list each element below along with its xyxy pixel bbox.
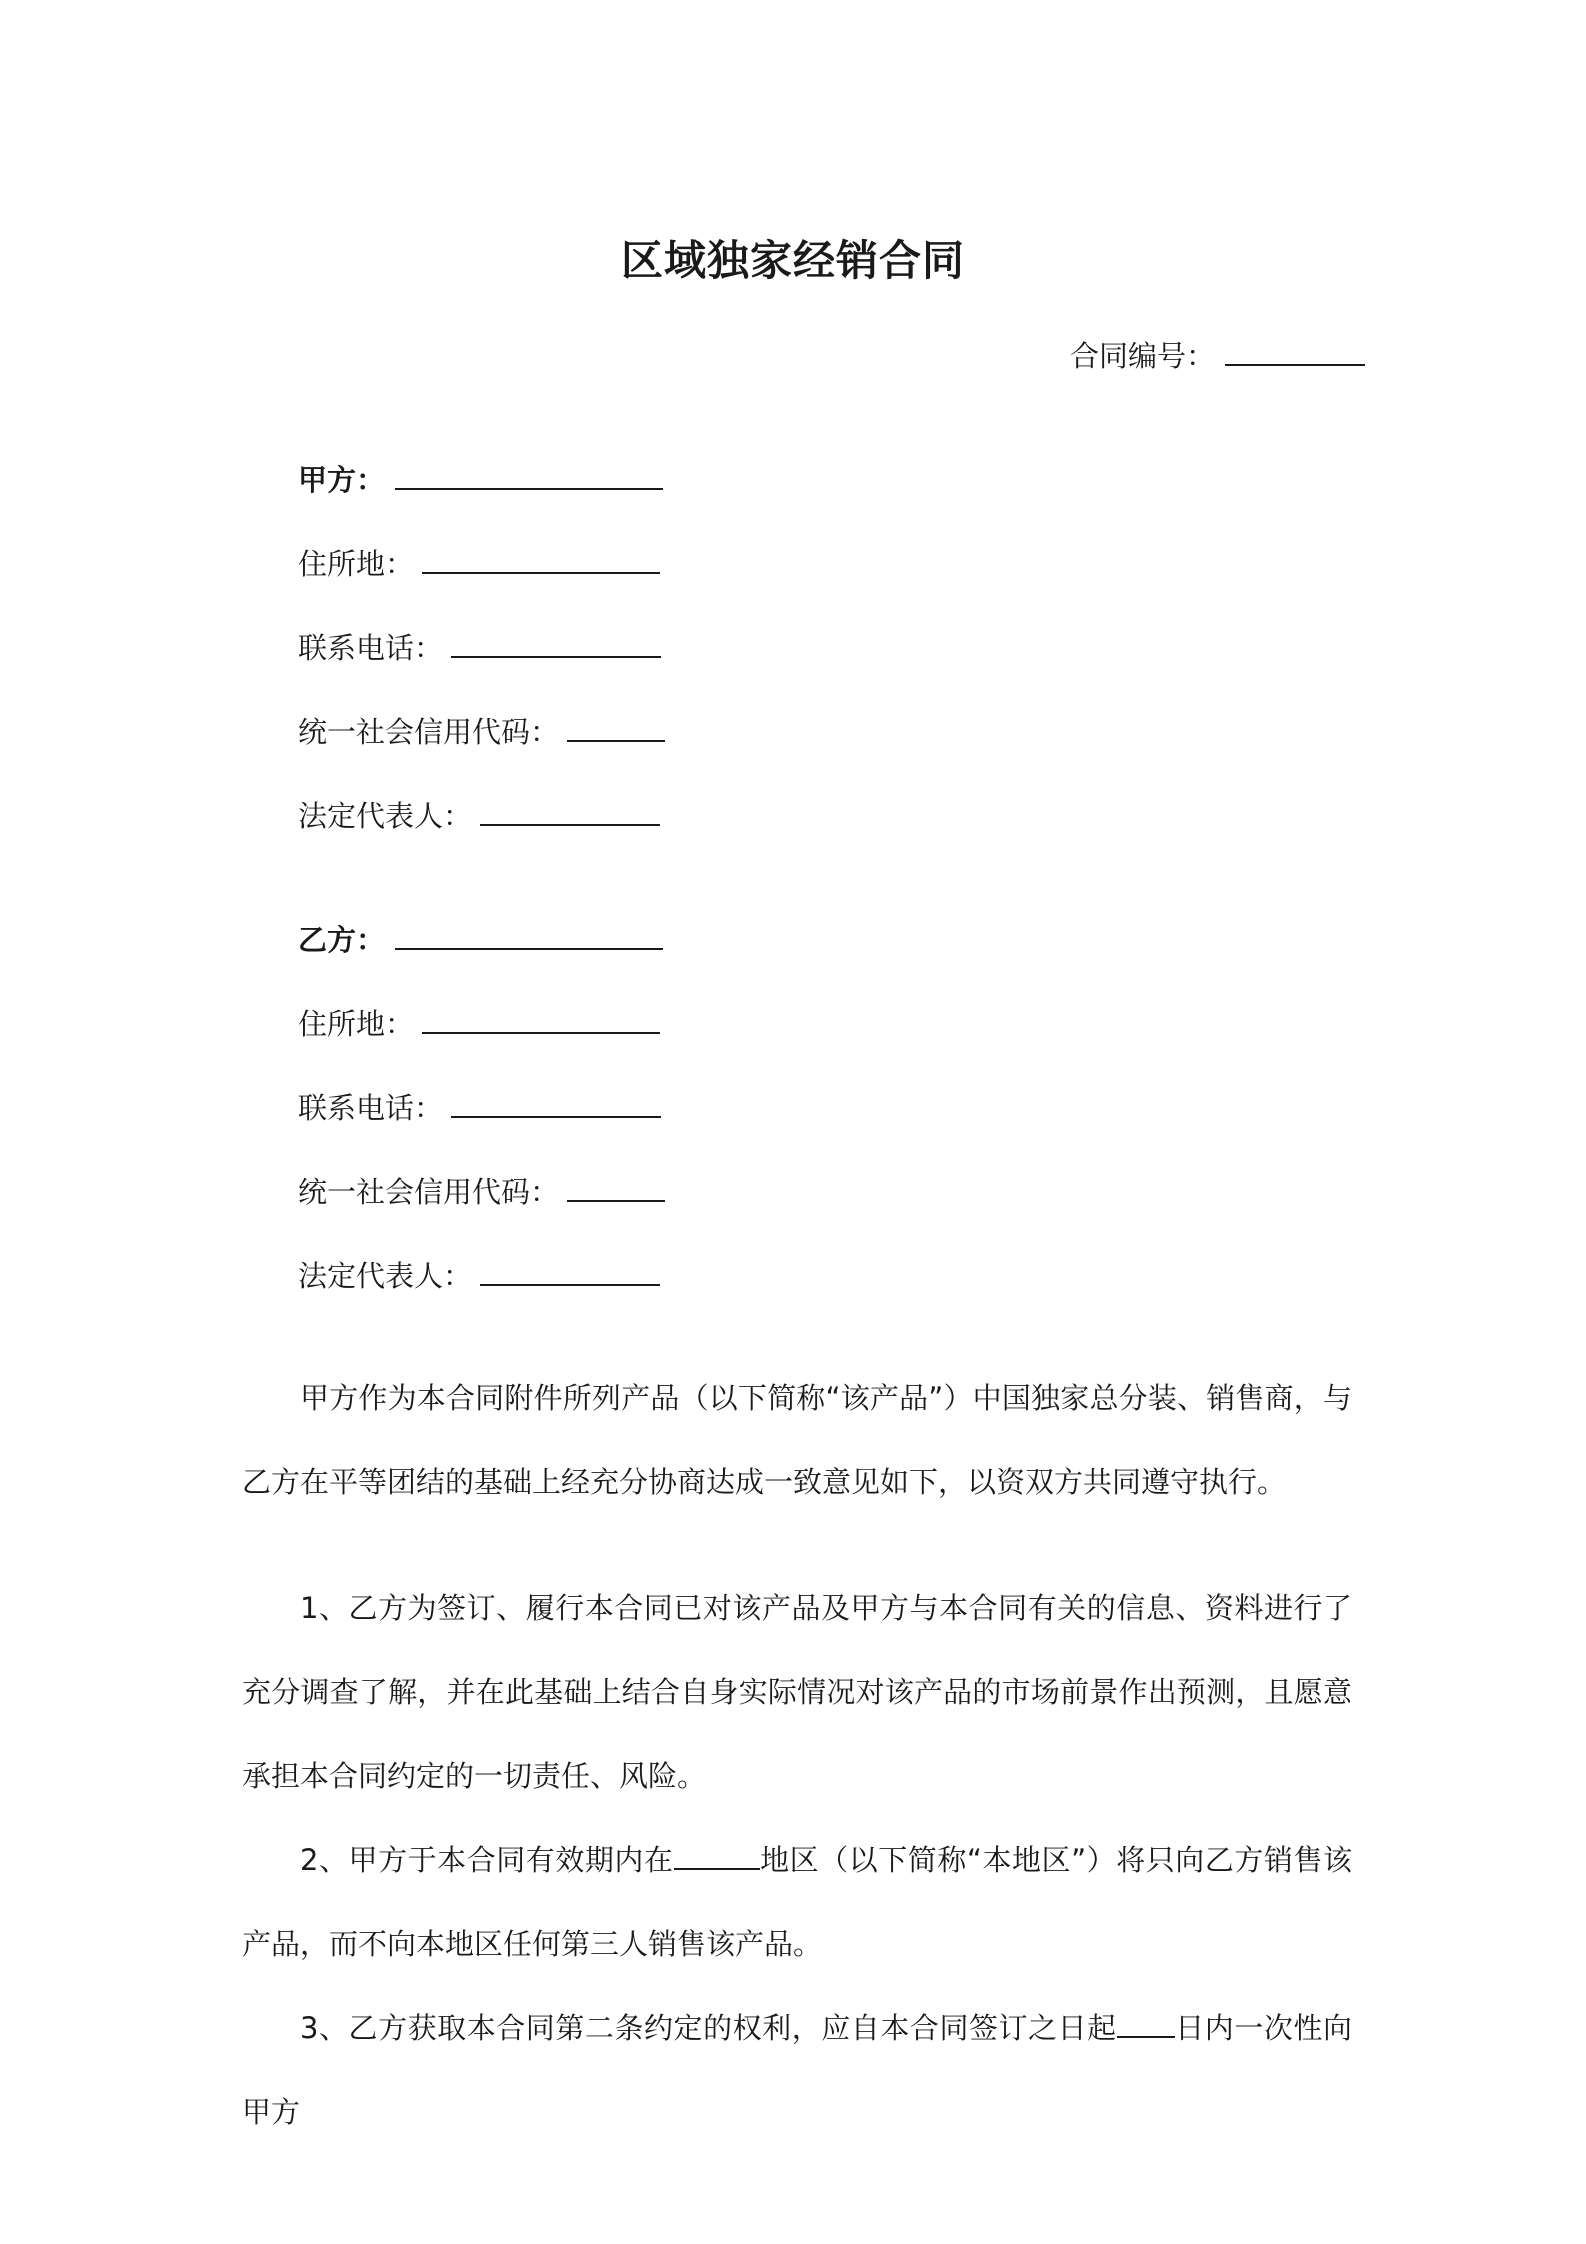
party-b-address-blank[interactable] — [422, 1002, 660, 1034]
party-b-credit-code-blank[interactable] — [567, 1170, 665, 1202]
clause-2-text-after: 地区（以下简称“本地区”）将只向乙方销售该产品，而不向本地区任何第三人销售该产品。 — [242, 1843, 1352, 1961]
clause-3 — [242, 1986, 1352, 2154]
party-b-label: 乙方： — [298, 923, 386, 957]
party-b-phone-blank[interactable] — [451, 1086, 661, 1118]
party-b-legal-rep-label: 法定代表人： — [298, 1259, 473, 1293]
clause-2 — [242, 1818, 1352, 1986]
party-a-credit-code-blank[interactable] — [567, 710, 665, 742]
clause-3-text-before: 3、乙方获取本合同第二条约定的权利，应自本合同签订之日起 — [300, 2011, 1117, 2045]
contract-number-blank[interactable] — [1225, 334, 1365, 366]
party-a-blank[interactable] — [395, 458, 663, 490]
party-a-label: 甲方： — [298, 463, 386, 497]
contract-number-label: 合同编号： — [1070, 339, 1216, 373]
party-b-phone-field — [298, 1086, 661, 1127]
party-a-phone-label: 联系电话： — [298, 631, 444, 665]
party-b-legal-rep-blank[interactable] — [480, 1254, 660, 1286]
party-b-legal-rep-field — [298, 1254, 660, 1295]
party-b-credit-code-label: 统一社会信用代码： — [298, 1175, 560, 1209]
document-title: 区域独家经销合同 — [620, 236, 965, 285]
party-b-field — [298, 918, 663, 959]
party-a-phone-field — [298, 626, 661, 667]
clause-3-days-blank[interactable] — [1117, 2006, 1175, 2038]
party-b-phone-label: 联系电话： — [298, 1091, 444, 1125]
party-b-credit-code-field — [298, 1170, 665, 1211]
party-a-address-blank[interactable] — [422, 542, 660, 574]
party-b-address-label: 住所地： — [298, 1007, 415, 1041]
party-a-phone-blank[interactable] — [451, 626, 661, 658]
party-b-address-field — [298, 1002, 660, 1043]
party-a-address-label: 住所地： — [298, 547, 415, 581]
party-a-legal-rep-blank[interactable] — [480, 794, 660, 826]
party-a-legal-rep-label: 法定代表人： — [298, 799, 473, 833]
clause-2-text-before: 2、甲方于本合同有效期内在 — [300, 1843, 674, 1877]
party-a-address-field — [298, 542, 660, 583]
party-a-credit-code-field — [298, 710, 665, 751]
clause-3-text-after: 日内一次性向甲方 — [242, 2011, 1352, 2129]
party-b-blank[interactable] — [395, 918, 663, 950]
party-a-field — [298, 458, 663, 499]
party-a-credit-code-label: 统一社会信用代码： — [298, 715, 560, 749]
intro-paragraph: 甲方作为本合同附件所列产品（以下简称“该产品”）中国独家总分装、销售商，与乙方在平等团结的基础上经充分协商达成一致意见如下，以资双方共同遵守执行。 — [242, 1381, 1352, 1499]
contract-number-field — [1070, 334, 1365, 375]
party-a-legal-rep-field — [298, 794, 660, 835]
clause-1: 1、乙方为签订、履行本合同已对该产品及甲方与本合同有关的信息、资料进行了充分调查了解，并在此基础上结合自身实际情况对该产品的市场前景作出预测，且愿意承担本合同约定的一切责任、风险。 — [242, 1591, 1352, 1793]
clause-2-region-blank[interactable] — [674, 1838, 760, 1870]
